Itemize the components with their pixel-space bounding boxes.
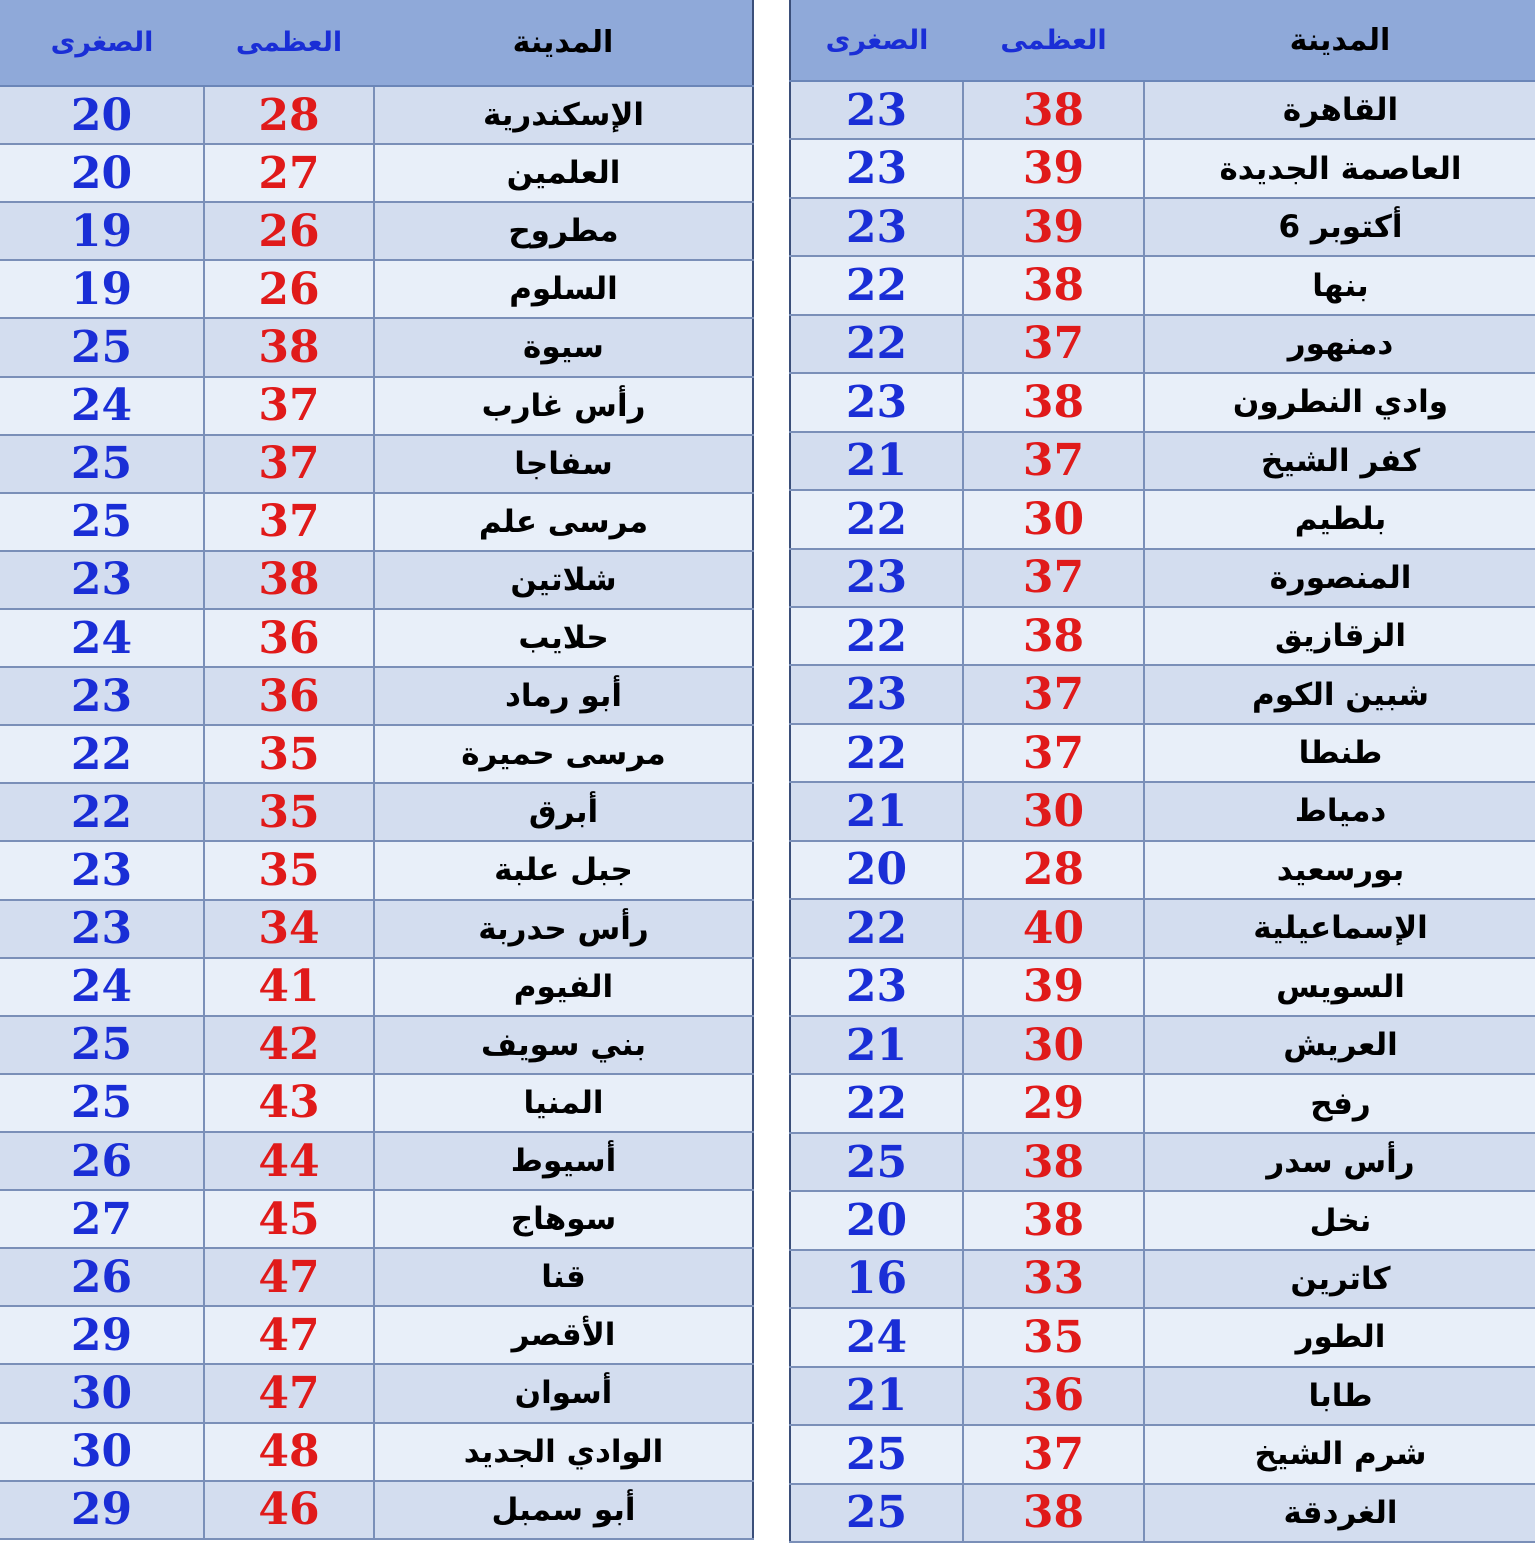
table-row (0, 551, 753, 609)
header-row (0, 0, 753, 86)
table-row (0, 318, 753, 376)
max-cell: 37 (963, 549, 1144, 607)
min-cell: 24 (0, 377, 204, 435)
min-cell: 29 (0, 1306, 204, 1364)
table-row (0, 1364, 753, 1422)
table-row (0, 1306, 753, 1364)
table-row (790, 490, 1535, 548)
max-cell: 27 (204, 144, 374, 202)
city-cell: الأقصر (374, 1306, 753, 1364)
city-cell: بلطيم (1144, 490, 1535, 548)
min-cell: 30 (0, 1364, 204, 1422)
max-cell: 28 (204, 86, 374, 144)
city-cell: الوادي الجديد (374, 1423, 753, 1481)
max-cell: 38 (963, 373, 1144, 431)
min-cell: 23 (790, 549, 963, 607)
max-cell: 34 (204, 900, 374, 958)
min-cell: 25 (0, 493, 204, 551)
table-row (790, 958, 1535, 1016)
city-cell: العاصمة الجديدة (1144, 139, 1535, 197)
table-row (790, 81, 1535, 139)
max-cell: 48 (204, 1423, 374, 1481)
min-cell: 22 (790, 490, 963, 548)
max-cell: 37 (963, 1425, 1144, 1483)
header-max: العظمى (963, 0, 1144, 81)
table-row (790, 373, 1535, 431)
min-cell: 26 (0, 1248, 204, 1306)
city-cell: المنصورة (1144, 549, 1535, 607)
city-cell: أسيوط (374, 1132, 753, 1190)
city-cell: بني سويف (374, 1016, 753, 1074)
right-temperature-table (789, 0, 1535, 1543)
city-cell: بورسعيد (1144, 841, 1535, 899)
header-row (790, 0, 1535, 81)
city-cell: رفح (1144, 1074, 1535, 1132)
table-row (0, 900, 753, 958)
min-cell: 24 (790, 1308, 963, 1366)
city-cell: نخل (1144, 1191, 1535, 1249)
city-cell: سوهاج (374, 1190, 753, 1248)
min-cell: 25 (0, 435, 204, 493)
header-city: المدينة (1144, 0, 1535, 81)
table-row (0, 493, 753, 551)
max-cell: 37 (204, 493, 374, 551)
city-cell: جبل علبة (374, 841, 753, 899)
city-cell: طنطا (1144, 724, 1535, 782)
max-cell: 26 (204, 202, 374, 260)
min-cell: 23 (790, 81, 963, 139)
city-cell: أبو رماد (374, 667, 753, 725)
city-cell: العريش (1144, 1016, 1535, 1074)
max-cell: 33 (963, 1250, 1144, 1308)
min-cell: 29 (0, 1481, 204, 1539)
max-cell: 38 (963, 607, 1144, 665)
min-cell: 23 (790, 198, 963, 256)
city-cell: سيوة (374, 318, 753, 376)
max-cell: 35 (204, 725, 374, 783)
table-row (0, 841, 753, 899)
min-cell: 20 (0, 86, 204, 144)
city-cell: بنها (1144, 256, 1535, 314)
city-cell: دمنهور (1144, 315, 1535, 373)
table-row (790, 1016, 1535, 1074)
left-temperature-table (0, 0, 754, 1540)
header-min: الصغرى (790, 0, 963, 81)
max-cell: 30 (963, 782, 1144, 840)
header-city: المدينة (374, 0, 753, 86)
min-cell: 23 (0, 667, 204, 725)
max-cell: 35 (963, 1308, 1144, 1366)
table-row (790, 1133, 1535, 1191)
city-cell: كاترين (1144, 1250, 1535, 1308)
table-row (0, 1248, 753, 1306)
min-cell: 25 (790, 1425, 963, 1483)
min-cell: 21 (790, 782, 963, 840)
max-cell: 38 (963, 1191, 1144, 1249)
min-cell: 19 (0, 260, 204, 318)
table-row (0, 260, 753, 318)
table-row (790, 1191, 1535, 1249)
max-cell: 41 (204, 958, 374, 1016)
city-cell: المنيا (374, 1074, 753, 1132)
min-cell: 23 (790, 373, 963, 431)
min-cell: 22 (790, 724, 963, 782)
city-cell: السويس (1144, 958, 1535, 1016)
table-row (790, 1250, 1535, 1308)
table-row (790, 607, 1535, 665)
max-cell: 38 (204, 318, 374, 376)
min-cell: 25 (790, 1133, 963, 1191)
table-row (0, 86, 753, 144)
table-row (0, 202, 753, 260)
max-cell: 42 (204, 1016, 374, 1074)
min-cell: 25 (0, 1016, 204, 1074)
max-cell: 36 (204, 609, 374, 667)
min-cell: 23 (0, 900, 204, 958)
max-cell: 38 (963, 81, 1144, 139)
city-cell: أبو سمبل (374, 1481, 753, 1539)
header-min: الصغرى (0, 0, 204, 86)
min-cell: 23 (790, 139, 963, 197)
table-row (0, 783, 753, 841)
table-row (0, 1074, 753, 1132)
table-row (790, 1367, 1535, 1425)
table-row (0, 1016, 753, 1074)
max-cell: 47 (204, 1306, 374, 1364)
min-cell: 20 (0, 144, 204, 202)
table-row (0, 144, 753, 202)
city-cell: شبين الكوم (1144, 665, 1535, 723)
max-cell: 38 (963, 1133, 1144, 1191)
table-row (790, 782, 1535, 840)
min-cell: 21 (790, 432, 963, 490)
min-cell: 30 (0, 1423, 204, 1481)
min-cell: 25 (0, 1074, 204, 1132)
table-row (790, 198, 1535, 256)
table-row (0, 667, 753, 725)
max-cell: 45 (204, 1190, 374, 1248)
table-row (790, 139, 1535, 197)
city-cell: القاهرة (1144, 81, 1535, 139)
max-cell: 29 (963, 1074, 1144, 1132)
min-cell: 24 (0, 958, 204, 1016)
table-row (0, 725, 753, 783)
city-cell: العلمين (374, 144, 753, 202)
max-cell: 40 (963, 899, 1144, 957)
city-cell: الفيوم (374, 958, 753, 1016)
table-row (0, 1132, 753, 1190)
table-row (790, 1425, 1535, 1483)
left-table-body (0, 86, 753, 1539)
table-row (0, 435, 753, 493)
city-cell: الغردقة (1144, 1484, 1535, 1543)
city-cell: أسوان (374, 1364, 753, 1422)
min-cell: 22 (790, 1074, 963, 1132)
city-cell: رأس غارب (374, 377, 753, 435)
max-cell: 37 (204, 377, 374, 435)
city-cell: قنا (374, 1248, 753, 1306)
city-cell: 6 أكتوبر (1144, 198, 1535, 256)
max-cell: 39 (963, 139, 1144, 197)
city-cell: طابا (1144, 1367, 1535, 1425)
min-cell: 22 (790, 256, 963, 314)
city-cell: مرسى علم (374, 493, 753, 551)
max-cell: 37 (963, 724, 1144, 782)
min-cell: 23 (790, 665, 963, 723)
city-cell: الطور (1144, 1308, 1535, 1366)
city-cell: مرسى حميرة (374, 725, 753, 783)
table-row (790, 899, 1535, 957)
city-cell: شرم الشيخ (1144, 1425, 1535, 1483)
city-cell: رأس سدر (1144, 1133, 1535, 1191)
max-cell: 37 (963, 665, 1144, 723)
city-cell: رأس حدربة (374, 900, 753, 958)
min-cell: 16 (790, 1250, 963, 1308)
table-row (790, 841, 1535, 899)
city-cell: مطروح (374, 202, 753, 260)
max-cell: 38 (963, 1484, 1144, 1543)
city-cell: الزقازيق (1144, 607, 1535, 665)
header-max: العظمى (204, 0, 374, 86)
max-cell: 38 (963, 256, 1144, 314)
table-row (790, 1074, 1535, 1132)
table-row (0, 609, 753, 667)
table-row (790, 724, 1535, 782)
max-cell: 47 (204, 1248, 374, 1306)
table-row (790, 665, 1535, 723)
max-cell: 38 (204, 551, 374, 609)
min-cell: 22 (790, 607, 963, 665)
city-cell: حلايب (374, 609, 753, 667)
table-row (0, 958, 753, 1016)
min-cell: 26 (0, 1132, 204, 1190)
min-cell: 23 (0, 841, 204, 899)
min-cell: 23 (0, 551, 204, 609)
city-cell: وادي النطرون (1144, 373, 1535, 431)
max-cell: 35 (204, 783, 374, 841)
right-table-body (790, 81, 1535, 1542)
city-cell: كفر الشيخ (1144, 432, 1535, 490)
min-cell: 25 (790, 1484, 963, 1543)
min-cell: 25 (0, 318, 204, 376)
city-cell: الإسماعيلية (1144, 899, 1535, 957)
min-cell: 22 (0, 725, 204, 783)
table-row (790, 549, 1535, 607)
max-cell: 26 (204, 260, 374, 318)
max-cell: 43 (204, 1074, 374, 1132)
max-cell: 36 (963, 1367, 1144, 1425)
table-row (0, 377, 753, 435)
max-cell: 30 (963, 1016, 1144, 1074)
table-row (0, 1190, 753, 1248)
max-cell: 44 (204, 1132, 374, 1190)
min-cell: 27 (0, 1190, 204, 1248)
city-cell: دمياط (1144, 782, 1535, 840)
max-cell: 39 (963, 198, 1144, 256)
table-row (0, 1481, 753, 1539)
table-row (790, 432, 1535, 490)
min-cell: 19 (0, 202, 204, 260)
max-cell: 37 (204, 435, 374, 493)
min-cell: 22 (790, 315, 963, 373)
max-cell: 47 (204, 1364, 374, 1422)
min-cell: 22 (0, 783, 204, 841)
max-cell: 36 (204, 667, 374, 725)
table-row (790, 1484, 1535, 1543)
max-cell: 30 (963, 490, 1144, 548)
table-row (790, 315, 1535, 373)
max-cell: 35 (204, 841, 374, 899)
city-cell: السلوم (374, 260, 753, 318)
min-cell: 21 (790, 1367, 963, 1425)
city-cell: أبرق (374, 783, 753, 841)
min-cell: 22 (790, 899, 963, 957)
max-cell: 46 (204, 1481, 374, 1539)
table-row (790, 256, 1535, 314)
table-row (790, 1308, 1535, 1366)
max-cell: 39 (963, 958, 1144, 1016)
min-cell: 21 (790, 1016, 963, 1074)
table-row (0, 1423, 753, 1481)
city-cell: سفاجا (374, 435, 753, 493)
min-cell: 20 (790, 1191, 963, 1249)
city-cell: الإسكندرية (374, 86, 753, 144)
max-cell: 37 (963, 315, 1144, 373)
max-cell: 28 (963, 841, 1144, 899)
min-cell: 24 (0, 609, 204, 667)
min-cell: 23 (790, 958, 963, 1016)
city-cell: شلاتين (374, 551, 753, 609)
min-cell: 20 (790, 841, 963, 899)
max-cell: 37 (963, 432, 1144, 490)
